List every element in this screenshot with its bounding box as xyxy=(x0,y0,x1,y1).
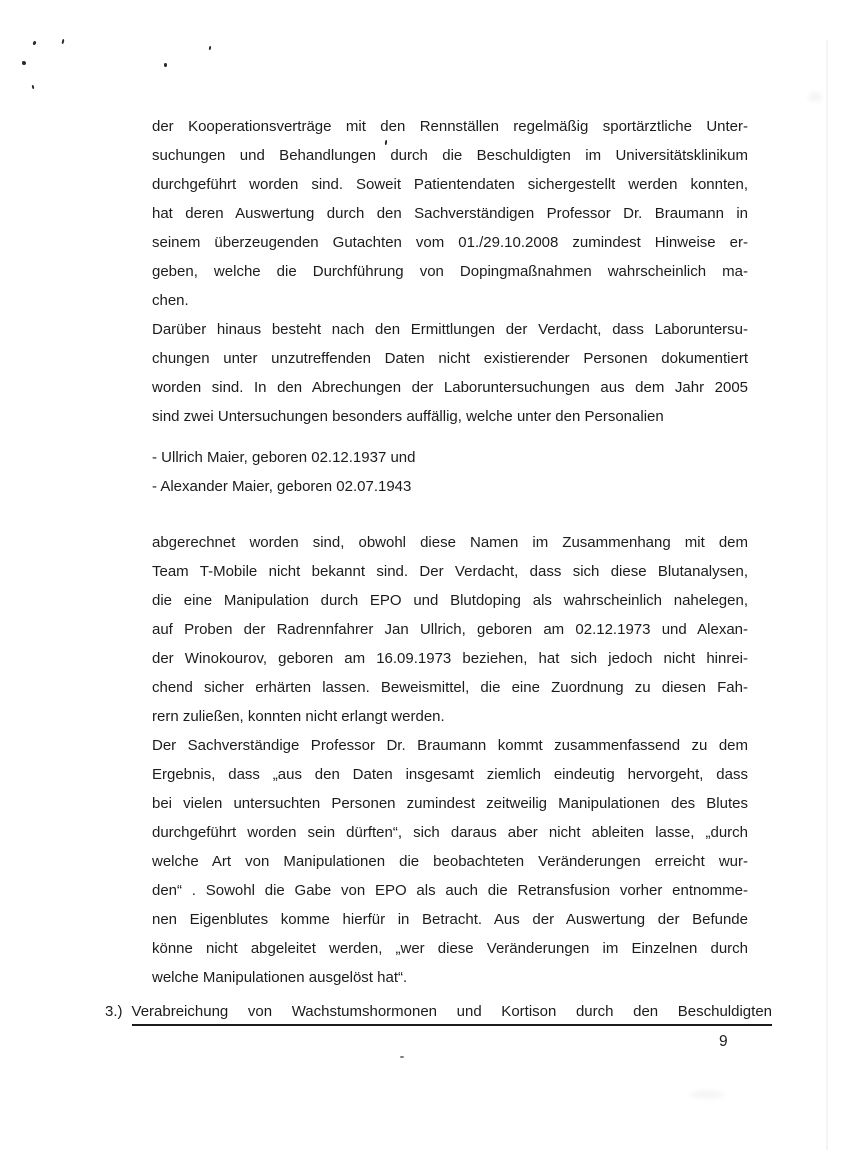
text-line: die eine Manipulation durch EPO und Blutdoping als wahrscheinlich nahelegen, xyxy=(152,592,748,609)
text-line: durchgeführt worden sind. Soweit Patientendaten sichergestellt werden konnten, xyxy=(152,176,748,193)
text-line: könne nicht abgeleitet werden, „wer diese Veränderungen im Einzelnen durch xyxy=(152,940,748,957)
document-body xyxy=(105,112,772,1026)
name-list xyxy=(152,443,748,501)
text-line: den“ . Sowohl die Gabe von EPO als auch die Retransfusion vorher entnomme- xyxy=(152,882,748,899)
text-line: Darüber hinaus besteht nach den Ermittlungen der Verdacht, dass Laboruntersu- xyxy=(152,321,748,338)
text-line: seinem überzeugenden Gutachten vom 01./29.10.2008 zumindest Hinweise er- xyxy=(152,234,748,251)
section-heading xyxy=(105,1000,772,1026)
text-line: worden sind. In den Abrechungen der Laboruntersuchungen aus dem Jahr 2005 xyxy=(152,379,748,396)
scan-speckle xyxy=(400,1056,404,1058)
text-line: Ergebnis, dass „aus den Daten insgesamt ziemlich eindeutig hervorgeht, dass xyxy=(152,766,748,783)
text-line: chend sicher erhärten lassen. Beweismittel, die eine Zuordnung zu diesen Fah- xyxy=(152,679,748,696)
text-line: sind zwei Untersuchungen besonders auffällig, welche unter den Personalien xyxy=(152,408,664,425)
text-line: auf Proben der Radrennfahrer Jan Ullrich, geboren am 02.12.1973 und Alexan- xyxy=(152,621,748,638)
scan-edge-line xyxy=(826,40,828,1150)
text-line: - Alexander Maier, geboren 02.07.1943 xyxy=(152,478,412,495)
text-line: welche Manipulationen ausgelöst hat“. xyxy=(152,969,408,986)
text-line: geben, welche die Durchführung von Dopingmaßnahmen wahrscheinlich ma- xyxy=(152,263,748,280)
text-line: welche Art von Manipulationen die beobachteten Veränderungen erreicht wur- xyxy=(152,853,748,870)
paragraph-2 xyxy=(152,315,748,431)
text-line: suchungen und Behandlungen durch die Beschuldigten im Universitätsklinikum xyxy=(152,147,748,164)
paragraph-1 xyxy=(152,112,748,315)
text-line: - Ullrich Maier, geboren 02.12.1937 und xyxy=(152,449,416,466)
text-line: abgerechnet worden sind, obwohl diese Namen im Zusammenhang mit dem xyxy=(152,534,748,551)
section-number: 3.) xyxy=(105,1003,123,1020)
text-line: chungen unter unzutreffenden Daten nicht existierender Personen dokumentiert xyxy=(152,350,748,367)
text-line: nen Eigenblutes komme hierfür in Betracht. Aus der Auswertung der Befunde xyxy=(152,911,748,928)
scan-smudge xyxy=(690,1090,724,1099)
text-line: der Kooperationsverträge mit den Rennställen regelmäßig sportärztliche Unter- xyxy=(152,118,748,135)
scan-speckle xyxy=(61,39,64,44)
text-line: rern zuließen, konnten nicht erlangt werden. xyxy=(152,708,445,725)
paragraph-4 xyxy=(152,731,748,992)
text-line: bei vielen untersuchten Personen zumindest zeitweilig Manipulationen des Blutes xyxy=(152,795,748,812)
scan-smudge xyxy=(808,92,822,102)
text-line: durchgeführt worden sein dürften“, sich daraus aber nicht ableiten lasse, „durch xyxy=(152,824,748,841)
text-line: chen. xyxy=(152,292,189,309)
paragraph-3 xyxy=(152,528,748,731)
scan-speckle xyxy=(22,61,26,65)
text-line: hat deren Auswertung durch den Sachverständigen Professor Dr. Braumann in xyxy=(152,205,748,222)
text-line: Team T-Mobile nicht bekannt sind. Der Verdacht, dass sich diese Blutanalysen, xyxy=(152,563,748,580)
scan-speckle xyxy=(164,63,167,67)
text-line: Der Sachverständige Professor Dr. Braumann kommt zusammenfassend zu dem xyxy=(152,737,748,754)
section-title: Verabreichung von Wachstumshormonen und Kortison durch den Beschuldigten xyxy=(132,1000,772,1026)
scan-speckle xyxy=(209,46,212,50)
scan-speckle xyxy=(32,85,35,89)
text-line: der Winokourov, geboren am 16.09.1973 beziehen, hat sich jedoch nicht hinrei- xyxy=(152,650,748,667)
scan-speckle xyxy=(32,41,36,46)
page-number: 9 xyxy=(719,1033,728,1050)
